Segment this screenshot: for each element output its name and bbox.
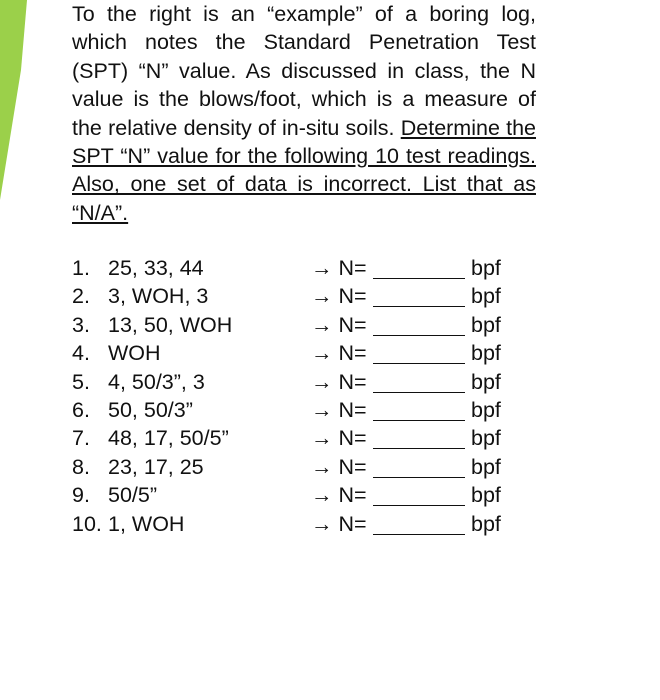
answer-blank[interactable]: [373, 392, 465, 393]
reading-item: [72, 396, 532, 424]
unit-label: bpf: [471, 284, 501, 309]
readings-list: [72, 254, 532, 538]
answer-blank[interactable]: [373, 534, 465, 535]
reading-number: 4.: [72, 341, 90, 366]
answer-blank[interactable]: [373, 505, 465, 506]
answer-blank[interactable]: [373, 335, 465, 336]
reading-values: 4, 50/3”, 3: [108, 369, 205, 394]
reading-values: 48, 17, 50/5”: [108, 426, 229, 451]
reading-number: 8.: [72, 454, 90, 479]
reading-number: 3.: [72, 312, 90, 337]
reading-values: 25, 33, 44: [108, 256, 204, 280]
reading-item: [72, 481, 532, 509]
answer-blank[interactable]: [373, 448, 465, 449]
n-prompt: → N=: [311, 312, 367, 337]
unit-label: bpf: [471, 312, 501, 337]
instructions-paragraph: [72, 0, 536, 227]
reading-item: [72, 339, 532, 367]
instructions-intro-text: To the right is an “example” of a boring log, which notes the Standard Penetration Test (SPT) “N” value. As discussed in class, the N value is the blows/foot, which is a measure of the relative density of in-situ soils.: [72, 2, 536, 140]
reading-item: [72, 424, 532, 452]
reading-item: [72, 510, 532, 538]
reading-values: 1, WOH: [108, 511, 185, 536]
n-prompt: → N=: [311, 426, 367, 451]
answer-blank[interactable]: [373, 306, 465, 307]
unit-label: bpf: [471, 426, 501, 451]
answer-blank[interactable]: [373, 363, 465, 364]
unit-label: bpf: [471, 483, 501, 508]
unit-label: bpf: [471, 397, 501, 422]
reading-number: 7.: [72, 426, 90, 451]
reading-item: [72, 282, 532, 310]
unit-label: bpf: [471, 454, 501, 479]
n-prompt: → N=: [311, 483, 367, 508]
reading-item: [72, 453, 532, 481]
reading-number: 10.: [72, 511, 102, 536]
reading-number: 6.: [72, 397, 90, 422]
reading-number: 1.: [72, 256, 90, 280]
unit-label: bpf: [471, 369, 501, 394]
reading-number: 2.: [72, 284, 90, 309]
reading-item: [72, 311, 532, 339]
n-prompt: → N=: [311, 284, 367, 309]
n-prompt: → N=: [311, 341, 367, 366]
n-prompt: → N=: [311, 369, 367, 394]
answer-blank[interactable]: [373, 420, 465, 421]
reading-values: 50/5”: [108, 483, 158, 508]
reading-values: 50, 50/3”: [108, 397, 193, 422]
reading-values: 3, WOH, 3: [108, 284, 209, 309]
n-prompt: → N=: [311, 397, 367, 422]
answer-blank[interactable]: [373, 278, 465, 279]
answer-blank[interactable]: [373, 477, 465, 478]
unit-label: bpf: [471, 341, 501, 366]
reading-item: [72, 368, 532, 396]
reading-item: [72, 254, 532, 282]
unit-label: bpf: [471, 511, 501, 536]
reading-number: 9.: [72, 483, 90, 508]
n-prompt: → N=: [311, 256, 367, 280]
instructions-task-text: Determine the SPT “N” value for the following 10 test readings. Also, one set of data is incorrect. List that as “N/A”.: [72, 115, 536, 225]
reading-values: WOH: [108, 341, 161, 366]
reading-values: 13, 50, WOH: [108, 312, 233, 337]
unit-label: bpf: [471, 256, 501, 280]
reading-values: 23, 17, 25: [108, 454, 204, 479]
reading-number: 5.: [72, 369, 90, 394]
n-prompt: → N=: [311, 454, 367, 479]
n-prompt: → N=: [311, 511, 367, 536]
green-accent-bar: [0, 0, 30, 200]
